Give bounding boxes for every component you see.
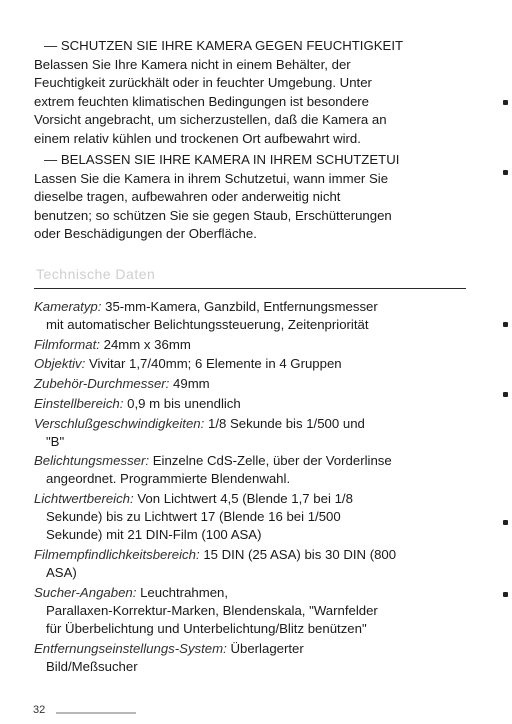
body-line: Lassen Sie die Kamera in ihrem Schutzetui, wann immer Sie [34, 170, 389, 186]
spec-value: mit automatischer Belichtungssteuerung, Zeitenpriorität [46, 317, 369, 333]
body-line: einem relativ kühlen und trockenen Ort aufbewahrt wird. [34, 130, 361, 146]
spec-value: Vivitar 1,7/40mm; 6 Elemente in 4 Gruppen [88, 356, 342, 372]
section-case [34, 151, 464, 244]
edge-mark [503, 170, 508, 175]
spec-key: Filmempfindlichkeitsbereich: [34, 546, 200, 562]
spec-value: "B" [46, 433, 65, 449]
spec-value: ASA) [46, 565, 77, 581]
spec-key: Objektiv: [34, 356, 86, 372]
page-number: 32 [33, 704, 46, 716]
spec-key: Kameratyp: [34, 299, 102, 314]
spec-item [34, 395, 470, 413]
spec-key: Zubehör-Durchmesser: [34, 376, 170, 392]
spec-item [34, 490, 470, 544]
body-line: dieselbe tragen, aufbewahren oder anderweitig nicht [34, 189, 341, 205]
spec-key: Lichtwertbereich: [34, 491, 134, 507]
body-line: Belassen Sie Ihre Kamera nicht in einem Behälter, der [34, 56, 351, 72]
spec-value: 15 DIN (25 ASA) bis 30 DIN (800 [203, 546, 397, 562]
divider [34, 288, 466, 289]
spec-value: 35-mm-Kamera, Ganzbild, Entfernungsmesser [105, 299, 378, 314]
spec-list [34, 298, 470, 677]
spec-value: Einzelne CdS-Zelle, über der Vorderlinse [152, 453, 392, 469]
tech-data-heading: Technische Daten [36, 266, 156, 282]
spec-value: angeordnet. Programmierte Blendenwahl. [46, 471, 291, 487]
spec-item [34, 336, 470, 354]
section-moisture [34, 37, 464, 149]
spec-value: Leuchtrahmen, [140, 584, 229, 600]
spec-item [34, 375, 470, 393]
edge-mark [503, 520, 508, 525]
body-line: extrem feuchten klimatischen Bedingungen ist besondere [34, 93, 370, 109]
spec-item [34, 452, 470, 488]
spec-key: Filmformat: [34, 336, 100, 352]
spec-key: Verschlußgeschwindigkeiten: [34, 415, 205, 431]
section-heading: — BELASSEN SIE IHRE KAMERA IN IHREM SCHUTZETUI [44, 152, 400, 167]
spec-item [34, 640, 470, 676]
edge-mark [503, 392, 508, 397]
body-line: oder Beschädigungen der Oberfläche. [34, 226, 257, 242]
spec-key: Belichtungsmesser: [34, 453, 150, 469]
spec-key: Einstellbereich: [34, 395, 124, 411]
spec-value: Von Lichtwert 4,5 (Blende 1,7 bei 1/8 [137, 491, 353, 507]
spec-value: Sekunde) bis zu Lichtwert 17 (Blende 16 bei 1/500 [46, 509, 341, 525]
spec-key: Entfernungseinstellungs-System: [34, 640, 227, 656]
spec-value: Parallaxen-Korrektur-Marken, Blendenskala, "Warnfelder [46, 602, 378, 618]
spec-value: für Überbelichtung und Unterbelichtung/Blitz benützen" [46, 620, 367, 636]
spec-value: Überlagerter [230, 640, 304, 656]
spec-value: 1/8 Sekunde bis 1/500 und [207, 415, 365, 431]
spec-value: 0,9 m bis unendlich [127, 395, 241, 411]
edge-mark [503, 592, 508, 597]
spec-item [34, 584, 470, 638]
section-heading: — SCHUTZEN SIE IHRE KAMERA GEGEN FEUCHTIGKEIT [44, 38, 404, 53]
spec-item [34, 298, 470, 334]
spec-item [34, 355, 470, 373]
scan-artifact [56, 712, 136, 714]
spec-key: Sucher-Angaben: [34, 584, 137, 600]
spec-value: 24mm x 36mm [103, 336, 191, 352]
spec-value: 49mm [173, 376, 210, 392]
spec-item [34, 415, 470, 451]
spec-value: Bild/Meßsucher [46, 658, 138, 674]
body-line: benutzen; so schützen Sie sie gegen Staub, Erschütterungen [34, 207, 392, 223]
spec-value: Sekunde) mit 21 DIN-Film (100 ASA) [46, 527, 262, 543]
body-line: Vorsicht angebracht, um sicherzustellen, daß die Kamera an [34, 112, 387, 128]
spec-item [34, 546, 470, 582]
edge-mark [503, 322, 508, 327]
body-line: Feuchtigkeit zurückhält oder in feuchter Umgebung. Unter [34, 75, 372, 91]
edge-mark [503, 100, 508, 105]
